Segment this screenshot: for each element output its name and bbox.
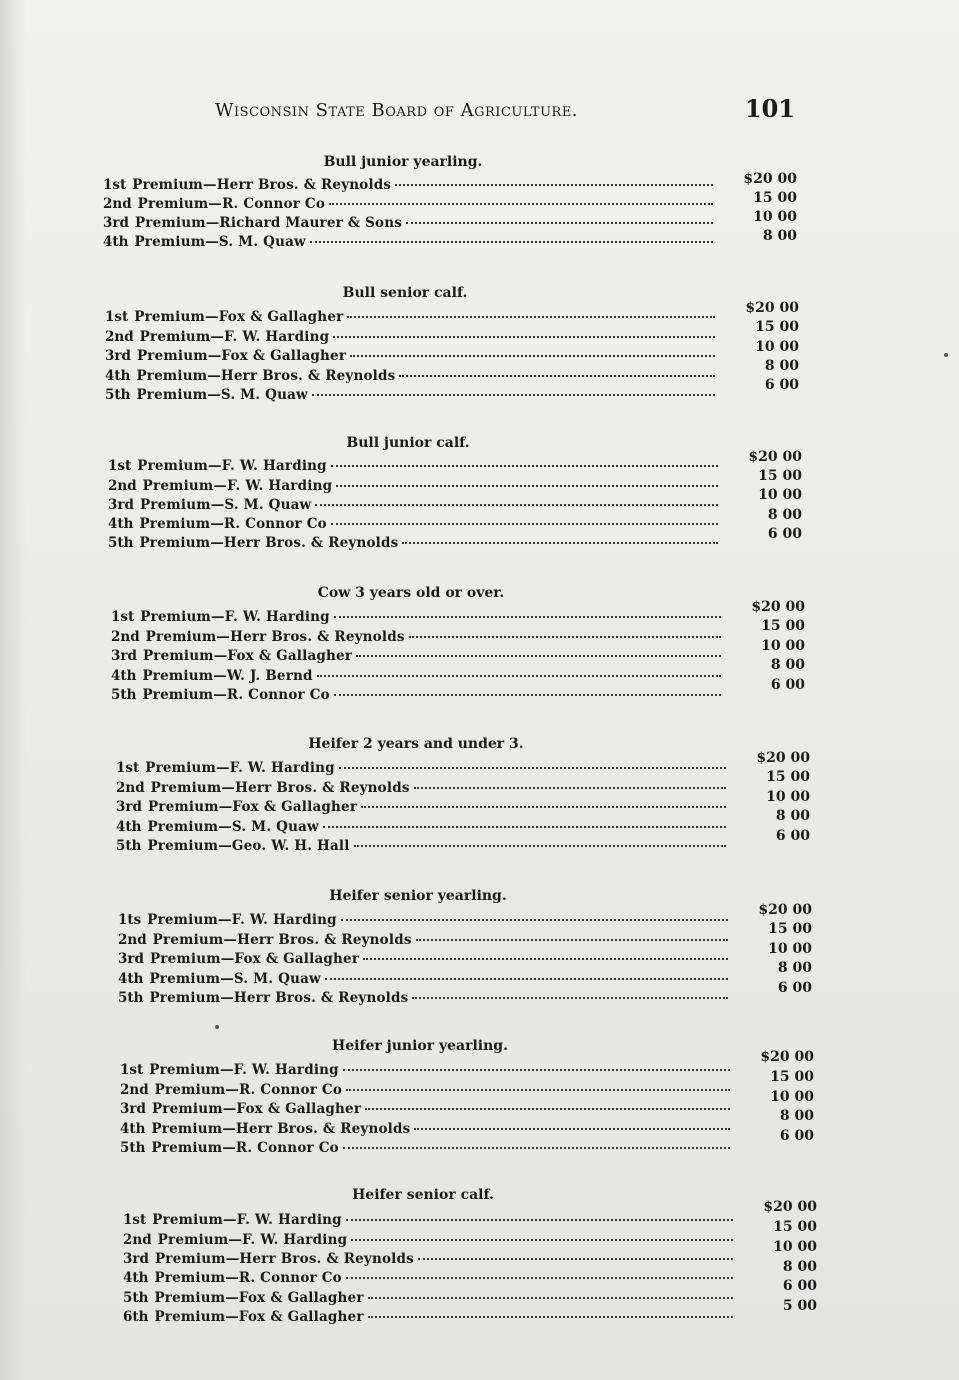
award-text: Premium—W. J. Bernd bbox=[142, 668, 313, 684]
amount: 6 00 bbox=[767, 526, 802, 542]
list-item bbox=[108, 497, 718, 516]
dot-leader bbox=[317, 675, 721, 677]
amount: 8 00 bbox=[762, 228, 797, 244]
amount: 10 00 bbox=[758, 487, 802, 503]
dot-leader bbox=[334, 694, 721, 696]
list-item bbox=[116, 838, 726, 857]
award-text: Premium—Herr Bros. & Reynolds bbox=[145, 629, 405, 645]
award-text: Premium—R. Connor Co bbox=[137, 196, 326, 212]
amount: 10 00 bbox=[773, 1239, 817, 1255]
dot-leader bbox=[402, 542, 718, 544]
amount: $20 00 bbox=[760, 1049, 814, 1065]
dot-leader bbox=[346, 1219, 733, 1221]
list-item bbox=[123, 1212, 733, 1231]
list-item bbox=[118, 990, 728, 1009]
place-label: 2nd bbox=[120, 1082, 149, 1098]
award-text: Premium—F. W. Harding bbox=[157, 1232, 348, 1248]
dot-leader bbox=[368, 1316, 733, 1318]
award-text: Premium—R. Connor Co bbox=[154, 1270, 342, 1286]
paper-speck bbox=[944, 353, 948, 357]
award-text: Premium—S. M. Quaw bbox=[134, 234, 306, 250]
place-label: 5th bbox=[116, 838, 142, 854]
section-title: Bull senior calf. bbox=[342, 285, 468, 301]
list-item bbox=[105, 387, 715, 406]
dot-leader bbox=[356, 655, 721, 657]
amount: 10 00 bbox=[755, 339, 799, 355]
amount: $20 00 bbox=[756, 750, 810, 766]
paper-speck bbox=[215, 1025, 219, 1029]
amount: 15 00 bbox=[753, 190, 797, 206]
dot-leader bbox=[395, 184, 713, 186]
amount: 8 00 bbox=[764, 358, 799, 374]
award-text: Premium—R. Connor Co bbox=[139, 516, 327, 532]
amount: 15 00 bbox=[766, 769, 810, 785]
place-label: 2nd bbox=[108, 478, 137, 494]
section-cow-3-years bbox=[111, 585, 811, 710]
place-label: 1st bbox=[105, 309, 129, 325]
amount: 8 00 bbox=[779, 1108, 814, 1124]
place-label: 5th bbox=[108, 535, 134, 551]
amount: 10 00 bbox=[761, 638, 805, 654]
dot-leader bbox=[339, 767, 726, 769]
section-title: Heifer senior calf. bbox=[352, 1187, 494, 1203]
dot-leader bbox=[346, 1089, 730, 1091]
place-label: 4th bbox=[108, 516, 134, 532]
place-label: 1ts bbox=[118, 912, 142, 928]
dot-leader bbox=[333, 336, 715, 338]
award-text: Premium—Herr Bros. & Reynolds bbox=[136, 368, 396, 384]
amount: 6 00 bbox=[770, 677, 805, 693]
running-header bbox=[215, 96, 795, 128]
amount: $20 00 bbox=[748, 449, 802, 465]
award-text: Premium—F. W. Harding bbox=[142, 478, 333, 494]
place-label: 3rd bbox=[103, 215, 129, 231]
amount: $20 00 bbox=[763, 1199, 817, 1215]
dot-leader bbox=[418, 1258, 733, 1260]
dot-leader bbox=[329, 203, 713, 205]
place-label: 1st bbox=[116, 760, 140, 776]
list-item bbox=[111, 629, 721, 648]
dot-leader bbox=[363, 958, 728, 960]
amount: $20 00 bbox=[751, 599, 805, 615]
place-label: 3rd bbox=[111, 648, 137, 664]
place-label: 2nd bbox=[111, 629, 140, 645]
dot-leader bbox=[331, 465, 718, 467]
place-label: 4th bbox=[118, 971, 144, 987]
award-text: Premium—Herr Bros. & Reynolds bbox=[154, 1251, 414, 1267]
section-title: Heifer senior yearling. bbox=[329, 888, 507, 904]
list-item bbox=[120, 1121, 730, 1140]
dot-leader bbox=[343, 1147, 730, 1149]
award-text: Premium—Fox & Gallagher bbox=[134, 309, 344, 325]
place-label: 1st bbox=[111, 609, 135, 625]
dot-leader bbox=[406, 222, 713, 224]
list-item bbox=[123, 1290, 733, 1309]
list-item bbox=[118, 912, 728, 931]
amount: 6 00 bbox=[779, 1128, 814, 1144]
list-item bbox=[116, 780, 726, 799]
section-title: Cow 3 years old or over. bbox=[317, 585, 505, 601]
list-item bbox=[105, 348, 715, 367]
dot-leader bbox=[310, 241, 713, 243]
section-title: Bull junior calf. bbox=[346, 435, 470, 451]
award-text: Premium—Geo. W. H. Hall bbox=[147, 838, 350, 854]
dot-leader bbox=[341, 919, 728, 921]
dot-leader bbox=[354, 845, 726, 847]
list-item bbox=[118, 971, 728, 990]
dot-leader bbox=[347, 316, 715, 318]
amount: 15 00 bbox=[761, 618, 805, 634]
dot-leader bbox=[361, 806, 726, 808]
award-text: Premium—F. W. Harding bbox=[140, 609, 330, 625]
dot-leader bbox=[331, 523, 718, 525]
section-bull-junior-calf bbox=[108, 435, 808, 560]
dot-leader bbox=[414, 787, 726, 789]
place-label: 1st bbox=[120, 1062, 144, 1078]
list-item bbox=[123, 1270, 733, 1289]
place-label: 3rd bbox=[116, 799, 142, 815]
dot-leader bbox=[323, 826, 726, 828]
list-item bbox=[111, 609, 721, 628]
award-text: Premium—Fox & Gallagher bbox=[149, 951, 360, 967]
amount: 8 00 bbox=[775, 808, 810, 824]
place-label: 6th bbox=[123, 1309, 149, 1325]
amount: 8 00 bbox=[767, 507, 802, 523]
award-text: Premium—Herr Bros. & Reynolds bbox=[132, 177, 392, 193]
list-item bbox=[120, 1101, 730, 1120]
place-label: 2nd bbox=[105, 329, 134, 345]
list-item bbox=[116, 760, 726, 779]
dot-leader bbox=[412, 997, 728, 999]
place-label: 5th bbox=[120, 1140, 146, 1156]
award-text: Premium—F. W. Harding bbox=[147, 912, 337, 928]
award-text: Premium—R. Connor Co bbox=[151, 1140, 339, 1156]
list-item bbox=[120, 1082, 730, 1101]
section-title: Bull junior yearling. bbox=[323, 154, 483, 170]
place-label: 4th bbox=[123, 1270, 149, 1286]
dot-leader bbox=[399, 375, 715, 377]
award-text: Premium—Richard Maurer & Sons bbox=[134, 215, 403, 231]
place-label: 4th bbox=[111, 668, 137, 684]
award-text: Premium—F. W. Harding bbox=[149, 1062, 339, 1078]
place-label: 2nd bbox=[103, 196, 132, 212]
list-item bbox=[105, 329, 715, 348]
list-item bbox=[123, 1232, 733, 1251]
list-item bbox=[111, 648, 721, 667]
amount: $20 00 bbox=[745, 300, 799, 316]
award-text: Premium—Fox & Gallagher bbox=[147, 799, 358, 815]
dot-leader bbox=[343, 1069, 730, 1071]
dot-leader bbox=[312, 394, 715, 396]
dot-leader bbox=[409, 636, 721, 638]
dot-leader bbox=[315, 504, 718, 506]
dot-leader bbox=[325, 978, 728, 980]
award-text: Premium—Fox & Gallagher bbox=[136, 348, 347, 364]
place-label: 1st bbox=[123, 1212, 147, 1228]
award-text: Premium—Fox & Gallagher bbox=[142, 648, 353, 664]
dot-leader bbox=[346, 1277, 733, 1279]
place-label: 2nd bbox=[123, 1232, 152, 1248]
award-text: Premium—Herr Bros. & Reynolds bbox=[152, 932, 412, 948]
amount: 6 00 bbox=[782, 1278, 817, 1294]
award-text: Premium—Herr Bros. & Reynolds bbox=[150, 780, 410, 796]
place-label: 5th bbox=[123, 1290, 149, 1306]
list-item bbox=[123, 1251, 733, 1270]
list-item bbox=[108, 516, 718, 535]
award-text: Premium—S. M. Quaw bbox=[147, 819, 319, 835]
amount: 5 00 bbox=[782, 1298, 817, 1314]
place-label: 3rd bbox=[123, 1251, 149, 1267]
amount: 8 00 bbox=[777, 960, 812, 976]
award-text: Premium—F. W. Harding bbox=[137, 458, 327, 474]
list-item bbox=[118, 932, 728, 951]
page-number: 101 bbox=[744, 94, 795, 123]
amount: $20 00 bbox=[758, 902, 812, 918]
award-text: Premium—S. M. Quaw bbox=[149, 971, 321, 987]
award-text: Premium—S. M. Quaw bbox=[136, 387, 308, 403]
award-text: Premium—R. Connor Co bbox=[154, 1082, 343, 1098]
dot-leader bbox=[351, 1239, 733, 1241]
list-item bbox=[111, 668, 721, 687]
list-item bbox=[108, 535, 718, 554]
dot-leader bbox=[334, 616, 721, 618]
section-bull-junior-yearling bbox=[103, 154, 803, 264]
list-item bbox=[103, 177, 713, 196]
award-text: Premium—S. M. Quaw bbox=[139, 497, 312, 513]
amount: 15 00 bbox=[768, 921, 812, 937]
list-item bbox=[120, 1062, 730, 1081]
place-label: 3rd bbox=[108, 497, 134, 513]
award-text: Premium—Fox & Gallagher bbox=[151, 1101, 362, 1117]
award-text: Premium—Herr Bros. & Reynolds bbox=[149, 990, 409, 1006]
place-label: 4th bbox=[105, 368, 131, 384]
amount: 6 00 bbox=[764, 377, 799, 393]
list-item bbox=[118, 951, 728, 970]
award-text: Premium—R. Connor Co bbox=[142, 687, 330, 703]
dot-leader bbox=[365, 1108, 730, 1110]
section-bull-senior-calf bbox=[105, 285, 805, 410]
amount: 10 00 bbox=[753, 209, 797, 225]
list-item bbox=[120, 1140, 730, 1159]
amount: 15 00 bbox=[755, 319, 799, 335]
place-label: 3rd bbox=[118, 951, 144, 967]
place-label: 5th bbox=[111, 687, 137, 703]
section-heifer-junior-yearling bbox=[120, 1038, 820, 1163]
list-item bbox=[103, 196, 713, 215]
amount: 10 00 bbox=[770, 1089, 814, 1105]
list-item bbox=[111, 687, 721, 706]
list-item bbox=[103, 234, 713, 253]
section-title: Heifer junior yearling. bbox=[332, 1038, 508, 1054]
place-label: 2nd bbox=[116, 780, 145, 796]
place-label: 3rd bbox=[105, 348, 131, 364]
list-item bbox=[103, 215, 713, 234]
place-label: 4th bbox=[120, 1121, 146, 1137]
place-label: 5th bbox=[105, 387, 131, 403]
running-header-title: Wisconsin State Board of Agriculture. bbox=[215, 100, 579, 121]
amount: 6 00 bbox=[775, 828, 810, 844]
dot-leader bbox=[350, 355, 715, 357]
place-label: 4th bbox=[103, 234, 129, 250]
place-label: 5th bbox=[118, 990, 144, 1006]
amount: 8 00 bbox=[770, 657, 805, 673]
award-text: Premium—F. W. Harding bbox=[152, 1212, 342, 1228]
dot-leader bbox=[336, 485, 718, 487]
place-label: 2nd bbox=[118, 932, 147, 948]
place-label: 1st bbox=[108, 458, 132, 474]
section-title: Heifer 2 years and under 3. bbox=[308, 736, 524, 752]
amount: 10 00 bbox=[768, 941, 812, 957]
award-text: Premium—Herr Bros. & Reynolds bbox=[151, 1121, 411, 1137]
dot-leader bbox=[414, 1128, 730, 1130]
list-item bbox=[116, 819, 726, 838]
list-item bbox=[108, 458, 718, 477]
amount: 15 00 bbox=[773, 1219, 817, 1235]
amount: 15 00 bbox=[758, 468, 802, 484]
dot-leader bbox=[416, 939, 728, 941]
amount: 8 00 bbox=[782, 1259, 817, 1275]
place-label: 1st bbox=[103, 177, 127, 193]
award-text: Premium—Fox & Gallagher bbox=[154, 1290, 364, 1306]
amount: 6 00 bbox=[777, 980, 812, 996]
list-item bbox=[123, 1309, 733, 1328]
amount: 15 00 bbox=[770, 1069, 814, 1085]
award-text: Premium—F. W. Harding bbox=[145, 760, 335, 776]
list-item bbox=[105, 309, 715, 328]
dot-leader bbox=[368, 1297, 733, 1299]
list-item bbox=[108, 478, 718, 497]
list-item bbox=[105, 368, 715, 387]
amount: $20 00 bbox=[743, 171, 797, 187]
award-text: Premium—Fox & Gallagher bbox=[154, 1309, 364, 1325]
award-text: Premium—Herr Bros. & Reynolds bbox=[139, 535, 399, 551]
list-item bbox=[116, 799, 726, 818]
page-binding-shadow bbox=[0, 0, 26, 1380]
section-heifer-senior-yearling bbox=[118, 888, 818, 1013]
section-heifer-senior-calf bbox=[123, 1187, 823, 1337]
award-text: Premium—F. W. Harding bbox=[139, 329, 330, 345]
section-heifer-2-years bbox=[116, 736, 816, 861]
place-label: 4th bbox=[116, 819, 142, 835]
amount: 10 00 bbox=[766, 789, 810, 805]
place-label: 3rd bbox=[120, 1101, 146, 1117]
